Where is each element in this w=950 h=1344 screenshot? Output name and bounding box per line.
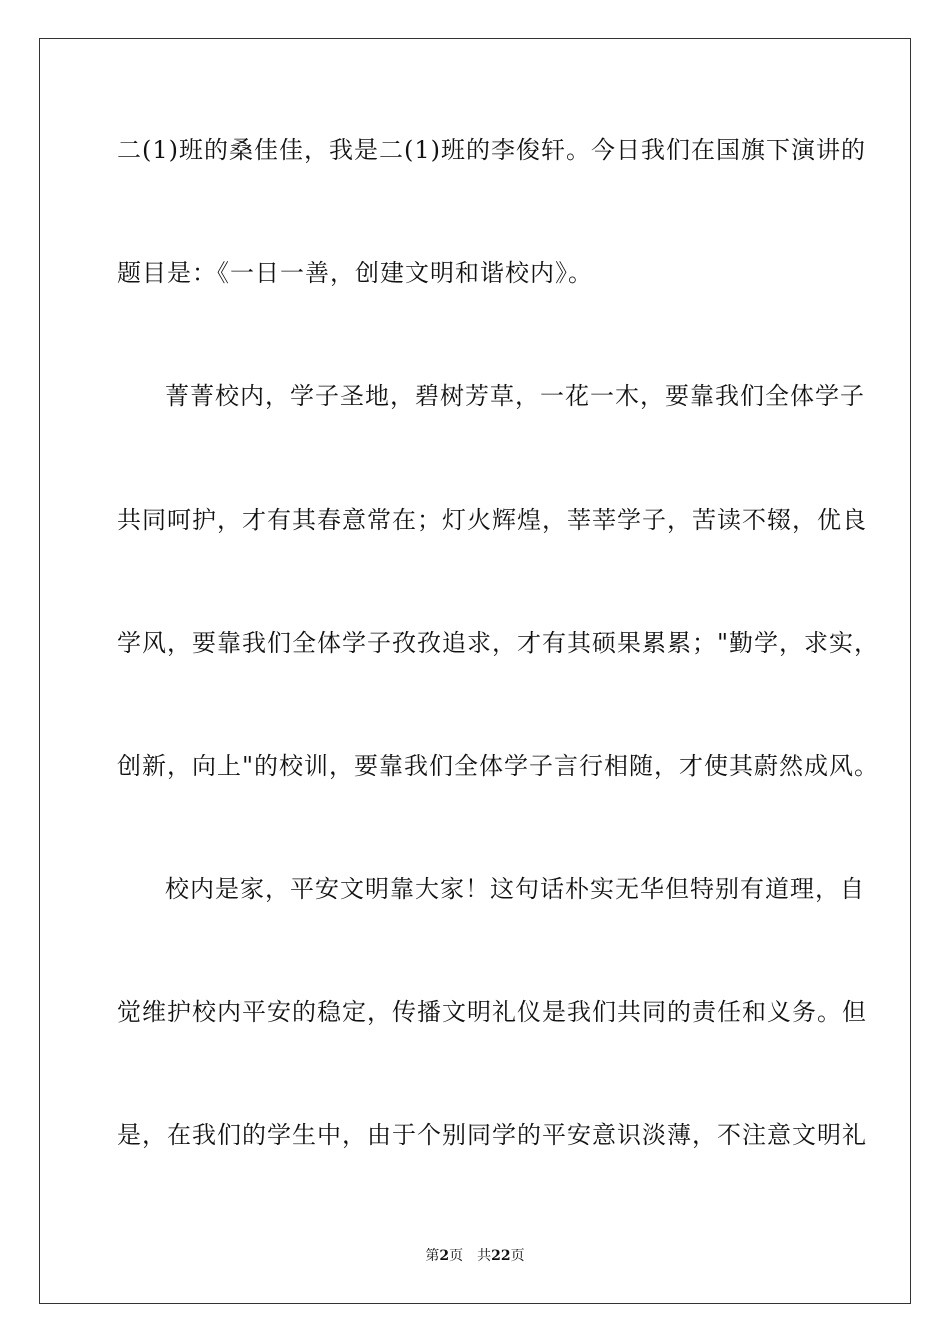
page-border [39, 38, 911, 1304]
total-suffix: 页 [510, 1248, 525, 1264]
page-prefix: 第 [425, 1248, 440, 1264]
page-number: 2 [439, 1248, 450, 1264]
body-text-line: 二(1)班的桑佳佳，我是二(1)班的李俊轩。今日我们在国旗下演讲的 [117, 136, 866, 164]
page-suffix: 页 [449, 1248, 464, 1264]
body-text-line: 觉维护校内平安的稳定，传播文明礼仪是我们共同的责任和义务。但 [117, 998, 867, 1026]
total-pages: 22 [491, 1248, 511, 1264]
body-text-line: 学风，要靠我们全体学子孜孜追求，才有其硕果累累；"勤学，求实， [117, 629, 880, 657]
body-text-line: 创新，向上"的校训，要靠我们全体学子言行相随，才使其蔚然成风。 [117, 752, 880, 780]
body-text-line: 共同呵护，才有其春意常在；灯火辉煌，莘莘学子，苦读不辍，优良 [117, 506, 867, 534]
body-text-line: 题目是：《一日一善，创建文明和谐校内》。 [117, 259, 593, 287]
total-prefix: 共 [477, 1248, 492, 1264]
paragraph-start-line: 校内是家，平安文明靠大家！这句话朴实无华但特别有道理，自 [165, 875, 865, 903]
body-text-line: 是，在我们的学生中，由于个别同学的平安意识淡薄，不注意文明礼 [117, 1121, 867, 1149]
paragraph-start-line: 菁菁校内，学子圣地，碧树芳草，一花一木，要靠我们全体学子 [165, 382, 865, 410]
page-footer [0, 1247, 950, 1265]
